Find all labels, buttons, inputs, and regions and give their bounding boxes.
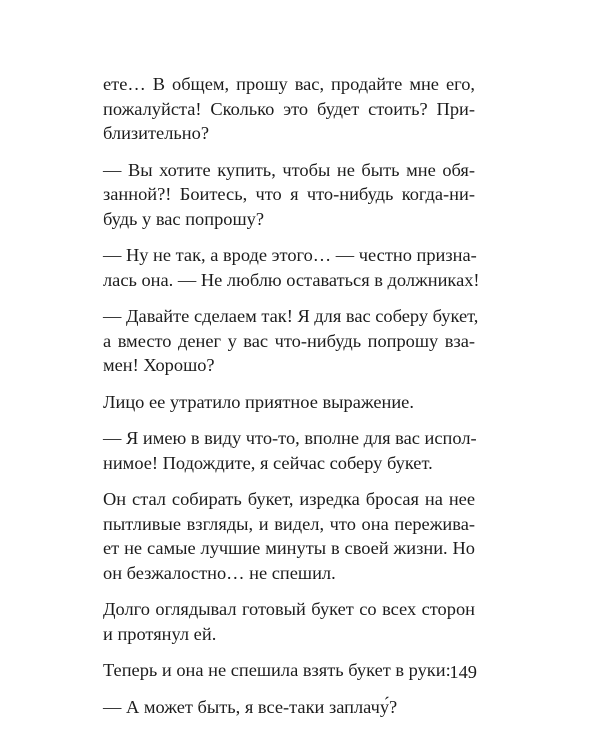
text-line: пожалуйста! Сколько это будет стоить? При-	[103, 98, 475, 119]
page-body	[103, 72, 480, 719]
paragraph	[103, 390, 475, 415]
text-line: занной?! Боитесь, что я что-нибудь когда-ни-	[103, 184, 475, 204]
text-line: лась она. — Не люблю оставаться в должниках!	[103, 269, 480, 290]
text-line: Он стал собирать букет, изредка бросая на нее	[103, 489, 475, 509]
text-line: мен! Хорошо?	[103, 355, 215, 375]
text-line: — Ну не так, а вроде этого… — честно призна-	[103, 245, 477, 265]
text-line: будь у вас попрошу?	[103, 208, 264, 229]
text-line: — Я имею в виду что-то, вполне для вас испол-	[103, 428, 477, 448]
text-line: Лицо ее утратило приятное выражение.	[103, 391, 414, 412]
paragraph	[103, 597, 475, 646]
text-line: ете… В общем, прошу вас, продайте мне его,	[103, 74, 475, 94]
text-line: близительно?	[103, 123, 209, 143]
paragraph	[103, 487, 475, 585]
text-line: — А может быть, я все-таки заплачу́?	[103, 696, 398, 717]
text-line: и протянул ей.	[103, 623, 217, 644]
text-line: Долго оглядывал готовый букет со всех сторон	[103, 599, 475, 619]
text-line: Теперь и она не спешила взять букет в руки:	[103, 660, 451, 680]
text-line: ет не самые лучшие минуты в своей жизни. Но	[103, 538, 475, 558]
text-line: — Давайте сделаем так! Я для вас соберу букет,	[103, 306, 479, 326]
page-number: 149	[449, 662, 477, 682]
paragraph	[103, 72, 475, 146]
paragraph	[103, 304, 479, 378]
paragraph	[103, 158, 475, 232]
paragraph	[103, 243, 480, 292]
paragraph	[103, 658, 475, 683]
text-line: пытливые взгляды, и видел, что она пережива-	[103, 513, 475, 534]
text-line: — Вы хотите купить, чтобы не быть мне обя-	[103, 159, 475, 180]
text-line: нимое! Подождите, я сейчас соберу букет.	[103, 452, 433, 473]
text-line: он безжалостно… не спешил.	[103, 562, 336, 583]
paragraph	[103, 695, 475, 720]
text-line: а вместо денег у вас что-нибудь попрошу вза-	[103, 330, 475, 351]
paragraph	[103, 426, 475, 475]
